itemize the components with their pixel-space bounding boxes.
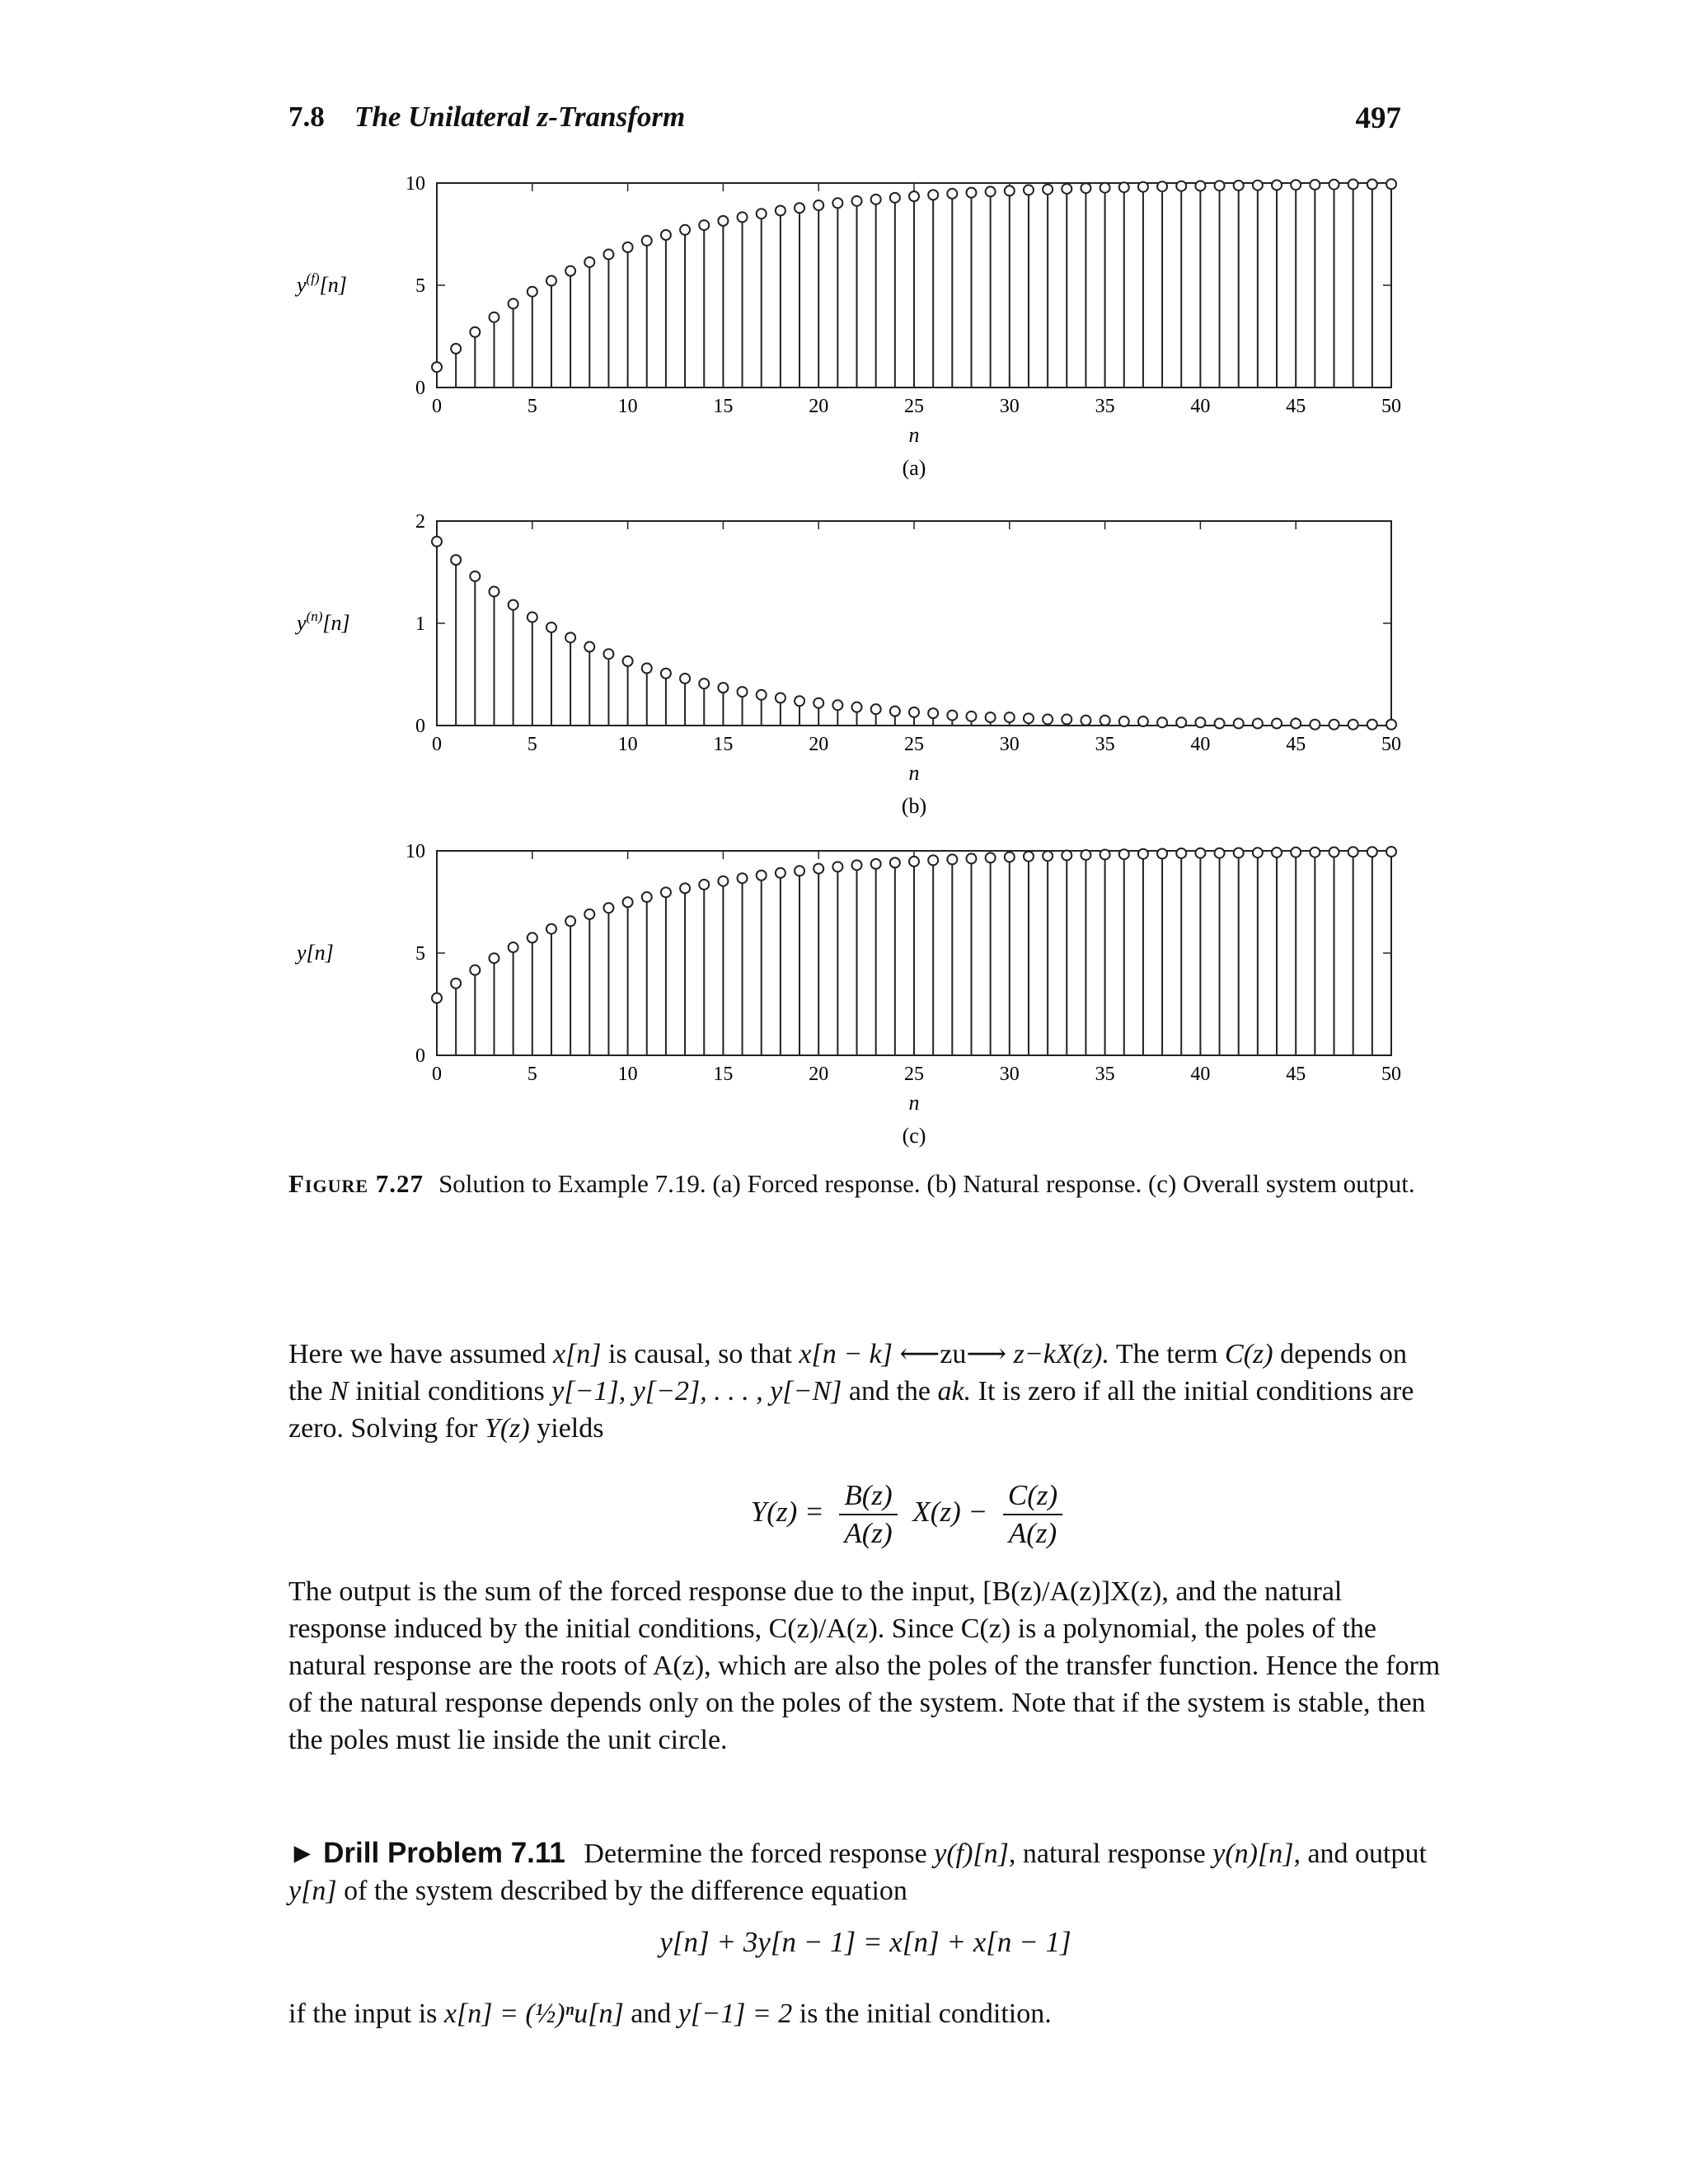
stem-marker	[528, 287, 537, 297]
stem-marker	[1215, 848, 1225, 858]
stem-marker	[1119, 849, 1129, 859]
stem-marker	[680, 674, 690, 683]
forced-response-chart	[272, 165, 1426, 495]
math-span: C(z)	[1225, 1339, 1273, 1369]
x-axis-label: n	[908, 423, 920, 447]
stem-marker	[470, 327, 480, 337]
stem-marker	[1291, 180, 1301, 190]
math-span: y(f)[n],	[934, 1839, 1016, 1869]
stem-marker	[776, 693, 785, 703]
stem-marker	[947, 854, 957, 864]
stem-marker	[1119, 182, 1129, 192]
stem-marker	[795, 696, 804, 706]
stem-marker	[642, 236, 652, 246]
y-axis-label: $y^{(f)}[n]$	[297, 270, 347, 297]
stem-marker	[1272, 848, 1282, 857]
figure-caption	[288, 1168, 1426, 1200]
drill-marker-icon: ►	[288, 1839, 316, 1869]
text-span: is the initial condition.	[799, 1998, 1052, 2029]
x-tick-label: 25	[904, 1064, 924, 1085]
stem-marker	[1291, 848, 1301, 857]
x-tick-label: 20	[809, 396, 829, 417]
stem-marker	[1234, 181, 1244, 190]
stem-marker	[432, 362, 442, 372]
y-axis-label: $y^{(n)}[n]$	[297, 608, 350, 635]
stem-marker	[603, 250, 613, 260]
x-axis-label: n	[908, 1091, 920, 1115]
stem-marker	[1081, 850, 1090, 860]
stem-marker	[1043, 185, 1053, 195]
stem-marker	[1329, 180, 1339, 190]
stem-marker	[1253, 719, 1263, 729]
x-tick-label: 0	[432, 734, 442, 755]
math-span: z−kX(z).	[1013, 1339, 1109, 1369]
x-tick-label: 40	[1190, 396, 1211, 417]
stem-marker	[509, 600, 518, 610]
stem-marker	[623, 897, 633, 907]
stem-marker	[1081, 183, 1090, 193]
stem-marker	[1100, 716, 1110, 726]
stem-marker	[1119, 716, 1129, 726]
stem-marker	[832, 198, 842, 208]
y-tick-label: 2	[415, 511, 425, 533]
x-tick-label: 10	[617, 396, 638, 417]
difference-equation-text: y[n] + 3y[n − 1] = x[n] + x[n − 1]	[659, 1926, 1071, 1958]
math-span: Y(z)	[484, 1413, 530, 1444]
stem-marker	[1310, 180, 1320, 190]
text-span: initial conditions	[355, 1376, 545, 1407]
paragraph-1	[288, 1336, 1442, 1447]
stem-marker	[1195, 717, 1205, 727]
text-span: Determine the forced response	[584, 1839, 927, 1869]
stem-marker	[661, 230, 671, 240]
stem-marker	[776, 205, 785, 215]
x-tick-label: 10	[617, 1064, 638, 1085]
stem-marker	[1157, 717, 1167, 727]
x-tick-label: 30	[999, 734, 1020, 755]
x-tick-label: 20	[809, 1064, 829, 1085]
page-number: 497	[1355, 101, 1401, 135]
equation-Yz	[288, 1477, 1442, 1560]
panel-label: (a)	[902, 456, 926, 480]
y-tick-label: 5	[415, 943, 425, 965]
stem-marker	[528, 613, 537, 622]
stem-marker	[661, 887, 671, 897]
stem-marker	[1043, 851, 1053, 861]
x-tick-label: 0	[432, 1064, 442, 1085]
stem-marker	[1195, 181, 1205, 190]
x-tick-label: 25	[904, 396, 924, 417]
stem-marker	[928, 190, 938, 200]
stem-marker	[1005, 712, 1015, 722]
x-tick-label: 5	[527, 734, 537, 755]
stem-marker	[1253, 848, 1263, 857]
stem-marker	[832, 862, 842, 871]
x-tick-label: 45	[1286, 734, 1306, 755]
x-tick-label: 15	[713, 1064, 734, 1085]
stem-marker	[795, 203, 804, 213]
stem-marker	[928, 708, 938, 718]
stem-marker	[1386, 847, 1396, 857]
y-tick-label: 0	[415, 378, 425, 399]
y-tick-label: 0	[415, 716, 425, 737]
x-tick-label: 0	[432, 396, 442, 417]
drill-label: Drill Problem 7.11	[323, 1837, 565, 1869]
plot-frame	[437, 521, 1391, 726]
stem-marker	[871, 195, 881, 204]
stem-marker	[451, 979, 461, 989]
figure-panel-a	[272, 165, 1426, 495]
x-tick-label: 15	[713, 396, 734, 417]
stem-marker	[738, 212, 748, 222]
stem-marker	[909, 707, 919, 717]
stem-marker	[699, 880, 709, 890]
stem-marker	[1157, 181, 1167, 191]
stem-marker	[584, 642, 594, 652]
fraction-BA	[839, 1477, 897, 1552]
stem-marker	[565, 916, 575, 926]
stem-marker	[1215, 181, 1225, 190]
stem-marker	[852, 860, 862, 870]
text-span: and	[631, 1998, 672, 2029]
stem-marker	[1329, 720, 1339, 730]
stem-marker	[546, 924, 556, 934]
stem-marker	[661, 669, 671, 679]
stem-marker	[470, 571, 480, 581]
drill-problem	[288, 1834, 1442, 1909]
stem-marker	[890, 707, 900, 716]
stem-marker	[451, 344, 461, 354]
stem-marker	[1043, 715, 1053, 725]
stem-marker	[432, 537, 442, 547]
stem-marker	[852, 196, 862, 206]
stem-marker	[757, 209, 767, 218]
stem-marker	[738, 873, 748, 883]
stem-marker	[909, 191, 919, 201]
stem-marker	[432, 993, 442, 1003]
stem-marker	[1062, 850, 1071, 860]
stem-marker	[738, 687, 748, 697]
stem-marker	[584, 909, 594, 919]
y-tick-label: 10	[406, 173, 425, 195]
stem-marker	[603, 903, 613, 913]
x-tick-label: 40	[1190, 734, 1211, 755]
text-span: of the system described by the difference equation	[344, 1876, 907, 1906]
x-tick-label: 30	[999, 396, 1020, 417]
stem-marker	[1062, 184, 1071, 194]
stem-marker	[947, 711, 957, 721]
overall-output-chart	[272, 833, 1426, 1171]
text-span: It is zero if all the initial conditions are zero. Solving for	[288, 1376, 1414, 1444]
difference-equation	[288, 1926, 1442, 1959]
stem-marker	[814, 864, 823, 874]
eq-middle: X(z) −	[912, 1496, 988, 1529]
stem-marker	[489, 312, 499, 322]
y-tick-label: 5	[415, 275, 425, 297]
stem-marker	[546, 276, 556, 286]
paragraph-initial-condition	[288, 1995, 1442, 2032]
stem-marker	[565, 266, 575, 276]
stem-marker	[1367, 179, 1377, 189]
stem-marker	[986, 852, 996, 862]
stem-marker	[1081, 716, 1090, 726]
stem-marker	[1367, 720, 1377, 730]
stem-marker	[1176, 181, 1186, 191]
math-span: x[n]	[552, 1339, 602, 1369]
stem-marker	[1176, 848, 1186, 858]
stem-marker	[584, 257, 594, 267]
x-tick-label: 20	[809, 734, 829, 755]
math-span: x[n − k]	[799, 1339, 893, 1369]
natural-response-chart	[272, 503, 1426, 841]
stem-marker	[1386, 179, 1396, 189]
panel-label: (b)	[901, 794, 927, 818]
x-tick-label: 50	[1381, 734, 1401, 755]
x-tick-label: 40	[1190, 1064, 1211, 1085]
x-tick-label: 50	[1381, 396, 1401, 417]
stem-marker	[1272, 180, 1282, 190]
x-tick-label: 5	[527, 396, 537, 417]
stem-marker	[470, 965, 480, 975]
stem-marker	[776, 868, 785, 878]
stem-marker	[757, 871, 767, 881]
stem-marker	[1348, 179, 1358, 189]
stem-marker	[1024, 185, 1034, 195]
text-span: and the	[848, 1376, 931, 1407]
stem-marker	[1005, 852, 1015, 862]
stem-marker	[565, 632, 575, 642]
stem-marker	[852, 702, 862, 712]
text-span: Here we have assumed	[288, 1339, 546, 1369]
stem-marker	[1234, 848, 1244, 857]
math-span: y(n)[n],	[1212, 1839, 1301, 1869]
stem-marker	[1062, 715, 1071, 725]
panel-label: (c)	[902, 1124, 926, 1148]
stem-marker	[1100, 849, 1110, 859]
stem-marker	[1138, 849, 1148, 859]
stem-marker	[489, 587, 499, 597]
x-axis-label: n	[908, 761, 920, 785]
denominator: A(z)	[1008, 1517, 1057, 1549]
x-tick-label: 35	[1095, 734, 1115, 755]
stem-marker	[528, 932, 537, 942]
numerator: B(z)	[839, 1477, 897, 1515]
stem-marker	[1024, 852, 1034, 862]
page-header	[288, 101, 1442, 142]
denominator: A(z)	[844, 1517, 893, 1549]
stem-marker	[1024, 713, 1034, 723]
stem-marker	[966, 712, 976, 721]
stem-marker	[814, 698, 823, 708]
math-span: ak.	[937, 1376, 972, 1407]
stem-marker	[986, 186, 996, 196]
stem-marker	[546, 622, 556, 632]
y-tick-label: 1	[415, 613, 425, 635]
math-span: x[n] = (½)ⁿu[n]	[443, 1998, 624, 2029]
stem-marker	[1100, 183, 1110, 193]
y-axis-label: y[n]	[297, 941, 334, 965]
stem-marker	[1215, 719, 1225, 729]
stem-marker	[890, 193, 900, 203]
stem-marker	[871, 859, 881, 869]
stem-marker	[1329, 847, 1339, 857]
stem-marker	[1138, 716, 1148, 726]
stem-marker	[1157, 848, 1167, 858]
math-span: N	[330, 1376, 349, 1407]
stem-marker	[642, 892, 652, 902]
stem-marker	[699, 220, 709, 230]
stem-marker	[680, 225, 690, 235]
stem-marker	[623, 242, 633, 252]
y-tick-label: 10	[406, 841, 425, 862]
stem-marker	[1348, 720, 1358, 730]
x-tick-label: 45	[1286, 1064, 1306, 1085]
stem-marker	[1005, 186, 1015, 195]
stem-marker	[642, 664, 652, 674]
stem-marker	[947, 189, 957, 199]
caption-label: Figure 7.27	[288, 1169, 424, 1198]
stem-marker	[680, 883, 690, 893]
section-title: The Unilateral z-Transform	[354, 101, 686, 133]
math-span: y[n]	[288, 1876, 337, 1906]
eq-lhs: Y(z) =	[750, 1496, 824, 1529]
stem-marker	[699, 679, 709, 688]
fraction-CA	[1003, 1477, 1062, 1552]
stem-marker	[928, 855, 938, 865]
x-tick-label: 50	[1381, 1064, 1401, 1085]
stem-marker	[1386, 720, 1396, 730]
text-span: depends on the	[288, 1339, 1408, 1407]
text-span: if the input is	[288, 1998, 438, 2029]
numerator: C(z)	[1003, 1477, 1062, 1515]
stem-marker	[966, 188, 976, 198]
stem-marker	[489, 953, 499, 963]
stem-marker	[623, 656, 633, 666]
stem-marker	[1234, 719, 1244, 729]
text-span: natural response	[1022, 1839, 1206, 1869]
stem-marker	[603, 649, 613, 659]
x-tick-label: 5	[527, 1064, 537, 1085]
stem-marker	[832, 700, 842, 710]
caption-text: Solution to Example 7.19. (a) Forced response. (b) Natural response. (c) Overall system output.	[438, 1169, 1415, 1198]
stem-marker	[1367, 847, 1377, 857]
x-tick-label: 15	[713, 734, 734, 755]
figure-panel-c	[272, 833, 1426, 1171]
stem-marker	[509, 298, 518, 308]
stem-marker	[1195, 848, 1205, 858]
stem-marker	[814, 200, 823, 210]
text-span: and output	[1307, 1839, 1427, 1869]
stem-marker	[1176, 717, 1186, 727]
stem-marker	[1348, 847, 1358, 857]
stem-marker	[1310, 720, 1320, 730]
stem-marker	[757, 690, 767, 700]
x-tick-label: 30	[999, 1064, 1020, 1085]
stem-marker	[795, 866, 804, 876]
stem-marker	[871, 704, 881, 714]
stem-marker	[1253, 181, 1263, 190]
text-span: The term	[1115, 1339, 1218, 1369]
stem-marker	[718, 876, 728, 886]
z-transform-arrow: ⟵zu⟶	[899, 1339, 1007, 1369]
text-span: is causal, so that	[608, 1339, 792, 1369]
stem-marker	[1310, 848, 1320, 857]
x-tick-label: 25	[904, 734, 924, 755]
stem-marker	[1291, 719, 1301, 729]
figure-panel-b	[272, 503, 1426, 841]
x-tick-label: 35	[1095, 1064, 1115, 1085]
stem-marker	[986, 712, 996, 722]
stem-marker	[718, 216, 728, 226]
stem-marker	[509, 942, 518, 952]
stem-marker	[890, 857, 900, 867]
paragraph-2: The output is the sum of the forced response due to the input, [B(z)/A(z)]X(z), and the natural response induced by the initial conditions, C(z)/A(z). Since C(z) is a polynomial, the poles of the natural response are the roots of A(z), which are also the poles of the transfer function. Hence the form of the natural response depends only on the poles of the system. Note that if the system is stable, then the poles must lie inside the unit circle.	[288, 1576, 1441, 1755]
stem-marker	[451, 555, 461, 565]
stem-marker	[1138, 182, 1148, 192]
section-number: 7.8	[288, 101, 325, 133]
math-span: y[−1] = 2	[678, 1998, 793, 2029]
text-span: yields	[537, 1413, 604, 1444]
stem-marker	[909, 857, 919, 867]
math-span: y[−1], y[−2], . . . , y[−N]	[551, 1376, 842, 1407]
y-tick-label: 0	[415, 1045, 425, 1067]
x-tick-label: 45	[1286, 396, 1306, 417]
x-tick-label: 10	[617, 734, 638, 755]
stem-marker	[966, 853, 976, 863]
stem-marker	[718, 683, 728, 693]
x-tick-label: 35	[1095, 396, 1115, 417]
stem-marker	[1272, 719, 1282, 729]
